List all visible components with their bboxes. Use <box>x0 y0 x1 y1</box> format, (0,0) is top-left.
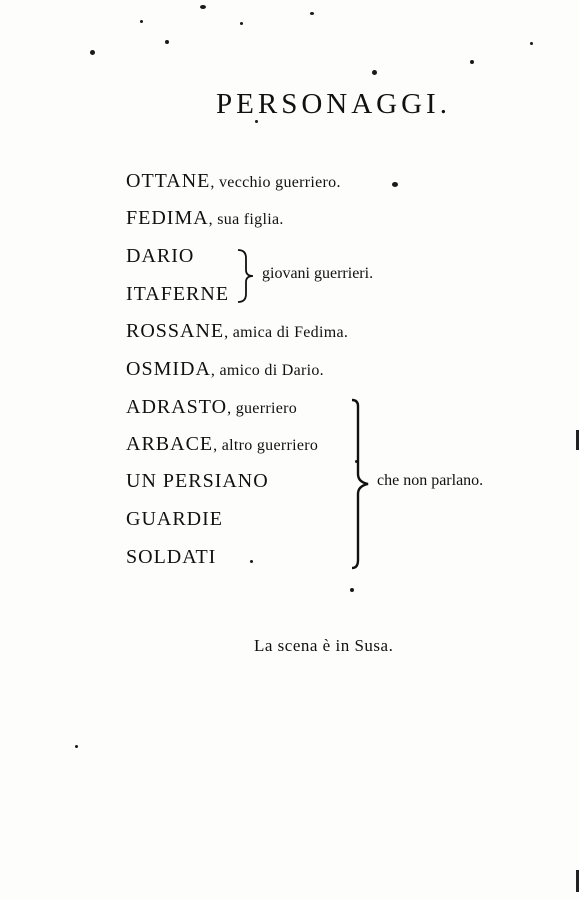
character-name: OSMIDA <box>126 358 211 380</box>
scan-speck <box>90 50 95 55</box>
scan-speck <box>310 12 314 15</box>
character-entry <box>126 433 318 456</box>
character-name: OTTANE <box>126 170 211 192</box>
character-name: UN PERSIANO <box>126 470 269 492</box>
group-label-young-warriors: giovani guerrieri. <box>262 265 374 282</box>
scan-speck <box>240 22 243 25</box>
character-entry <box>126 283 229 306</box>
scan-speck <box>350 588 354 592</box>
character-name: FEDIMA <box>126 207 209 229</box>
character-entry <box>126 170 341 193</box>
page-title: PERSONAGGI. <box>216 88 451 120</box>
character-entry <box>126 358 324 381</box>
character-entry <box>126 546 216 569</box>
scan-speck <box>200 5 206 9</box>
character-name: ROSSANE <box>126 320 225 342</box>
scan-speck <box>530 42 533 45</box>
character-description: , altro guerriero <box>213 437 319 454</box>
character-name: ARBACE <box>126 433 214 455</box>
character-description: , guerriero <box>227 400 298 417</box>
character-entry <box>126 470 269 493</box>
character-description: , amico di Dario. <box>210 362 324 379</box>
scan-speck <box>75 745 78 748</box>
character-entry <box>126 396 297 419</box>
character-entry <box>126 207 284 230</box>
scene-setting: La scena è in Susa. <box>254 636 394 655</box>
scan-speck <box>250 560 253 563</box>
character-name: GUARDIE <box>126 508 223 530</box>
scan-speck <box>140 20 143 23</box>
group-label-non-speaking: che non parlano. <box>377 472 484 489</box>
character-entry <box>126 245 194 268</box>
scan-speck <box>165 40 169 44</box>
scan-speck <box>392 182 398 187</box>
brace-young-warriors <box>234 248 256 304</box>
character-description: , amica di Fedima. <box>224 324 349 341</box>
character-entry <box>126 320 348 343</box>
character-name: DARIO <box>126 245 195 267</box>
character-entry <box>126 508 223 531</box>
character-name: ITAFERNE <box>126 283 230 305</box>
character-description: , sua figlia. <box>208 211 284 228</box>
scan-speck <box>470 60 474 64</box>
brace-non-speaking <box>346 396 376 572</box>
character-name: ADRASTO <box>126 396 228 418</box>
scan-speck <box>372 70 377 75</box>
character-name: SOLDATI <box>126 546 217 568</box>
character-description: , vecchio guerriero. <box>210 174 341 191</box>
